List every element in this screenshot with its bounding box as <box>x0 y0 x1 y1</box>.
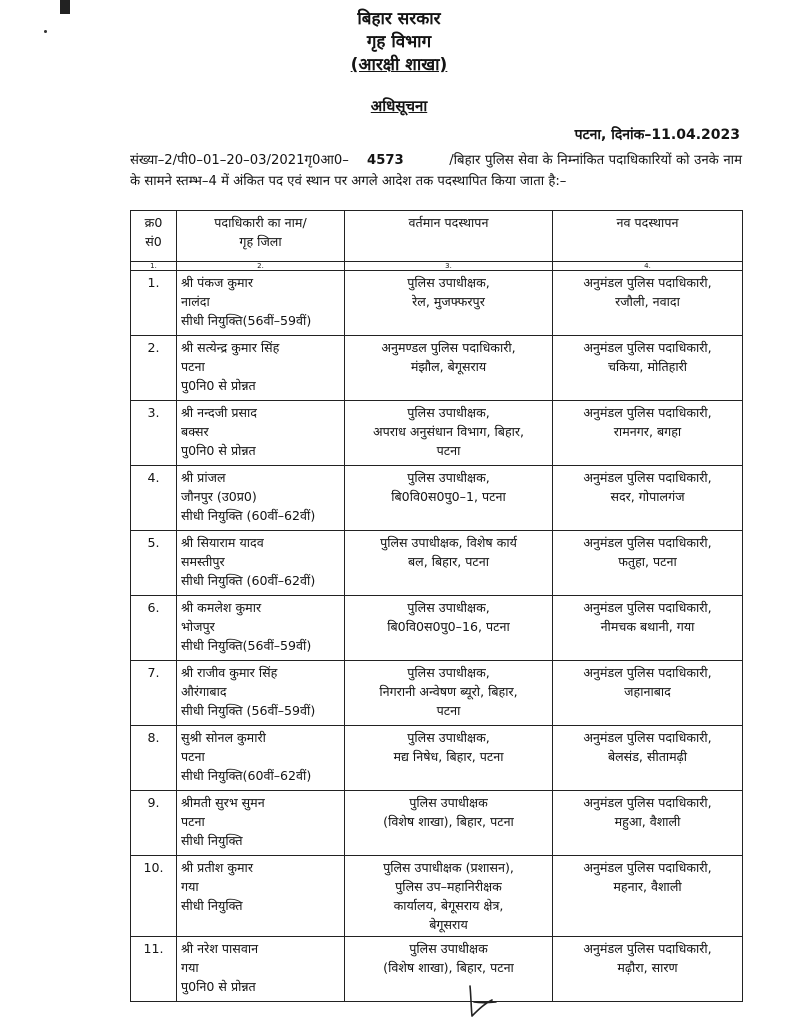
new-posting-cell <box>553 466 743 531</box>
new-posting-line: अनुमंडल पुलिस पदाधिकारी, <box>583 941 712 956</box>
new-posting-line: अनुमंडल पुलिस पदाधिकारी, <box>583 665 712 680</box>
new-posting-cell <box>553 596 743 661</box>
serial-number: 11. <box>131 937 177 1002</box>
new-posting-line: बेलसंड, सीतामढ़ी <box>607 749 688 764</box>
new-posting-line: अनुमंडल पुलिस पदाधिकारी, <box>583 730 712 745</box>
officer-cell <box>177 401 345 466</box>
table-row <box>131 726 743 791</box>
home-district: औरंगाबाद <box>181 684 227 699</box>
column-number: 3. <box>345 262 553 271</box>
appointment-note: सीधी नियुक्ति(60वीं–62वीं) <box>181 768 312 783</box>
current-posting-line: निगरानी अन्वेषण ब्यूरो, बिहार, <box>379 684 518 699</box>
officer-name: श्री पंकज कुमार <box>181 275 253 290</box>
serial-number: 2. <box>131 336 177 401</box>
home-district: गया <box>181 879 199 894</box>
new-posting-line: अनुमंडल पुलिस पदाधिकारी, <box>583 860 712 875</box>
officer-cell <box>177 596 345 661</box>
appointment-note: सीधी नियुक्ति <box>181 833 243 848</box>
column-number: 1. <box>131 262 177 271</box>
current-posting-cell <box>345 466 553 531</box>
officer-name: श्री कमलेश कुमार <box>181 600 262 615</box>
new-posting-cell <box>553 726 743 791</box>
serial-number: 4. <box>131 466 177 531</box>
officer-name: सुश्री सोनल कुमारी <box>181 730 266 745</box>
current-posting-line: अनुमण्डल पुलिस पदाधिकारी, <box>381 340 516 355</box>
current-posting-line: रेल, मुजफ्फरपुर <box>412 294 485 309</box>
home-district: पटना <box>181 814 205 829</box>
appointment-note: पु0नि0 से प्रोन्नत <box>181 979 256 994</box>
current-posting-line: बेगूसराय <box>429 917 468 932</box>
officer-cell <box>177 856 345 937</box>
new-posting-line: मढ़ौरा, सारण <box>617 960 678 975</box>
current-posting-line: पुलिस उपाधीक्षक, <box>407 470 490 485</box>
officer-name: श्री प्रतीश कुमार <box>181 860 253 875</box>
current-posting-line: पटना <box>436 703 461 718</box>
current-posting-cell <box>345 336 553 401</box>
serial-number: 1. <box>131 271 177 336</box>
officer-name: श्री सियाराम यादव <box>181 535 264 550</box>
new-posting-line: अनुमंडल पुलिस पदाधिकारी, <box>583 470 712 485</box>
current-posting-cell <box>345 401 553 466</box>
intro-paragraph <box>130 150 742 192</box>
new-posting-line: फतुहा, पटना <box>618 554 677 569</box>
officer-name: श्री नन्दजी प्रसाद <box>181 405 257 420</box>
new-posting-line: जहानाबाद <box>624 684 671 699</box>
new-posting-line: अनुमंडल पुलिस पदाधिकारी, <box>583 405 712 420</box>
new-posting-cell <box>553 401 743 466</box>
appointment-note: सीधी नियुक्ति(56वीं–59वीं) <box>181 313 312 328</box>
current-posting-line: कार्यालय, बेगूसराय क्षेत्र, <box>393 898 504 913</box>
posting-table <box>130 210 743 1002</box>
home-district: गया <box>181 960 199 975</box>
new-posting-line: अनुमंडल पुलिस पदाधिकारी, <box>583 275 712 290</box>
officer-cell <box>177 937 345 1002</box>
column-number: 4. <box>553 262 743 271</box>
serial-number: 3. <box>131 401 177 466</box>
serial-number: 7. <box>131 661 177 726</box>
new-posting-line: नीमचक बथानी, गया <box>600 619 695 634</box>
current-posting-cell <box>345 726 553 791</box>
table-row <box>131 531 743 596</box>
officer-cell <box>177 726 345 791</box>
new-posting-cell <box>553 661 743 726</box>
current-posting-line: पुलिस उपाधीक्षक, <box>407 275 490 290</box>
current-posting-cell <box>345 271 553 336</box>
current-posting-line: (विशेष शाखा), बिहार, पटना <box>383 814 514 829</box>
new-posting-line: सदर, गोपालगंज <box>610 489 685 504</box>
current-posting-line: पुलिस उपाधीक्षक, <box>407 405 490 420</box>
new-posting-line: अनुमंडल पुलिस पदाधिकारी, <box>583 795 712 810</box>
new-posting-line: अनुमंडल पुलिस पदाधिकारी, <box>583 340 712 355</box>
officer-name: श्रीमती सुरभ सुमन <box>181 795 265 810</box>
home-district: नालंदा <box>181 294 210 309</box>
home-district: समस्तीपुर <box>181 554 225 569</box>
home-district: पटना <box>181 359 205 374</box>
serial-number: 9. <box>131 791 177 856</box>
serial-number: 6. <box>131 596 177 661</box>
table-row <box>131 937 743 1002</box>
current-posting-cell <box>345 596 553 661</box>
current-posting-line: पटना <box>436 443 461 458</box>
current-posting-line: पुलिस उपाधीक्षक, <box>407 730 490 745</box>
new-posting-line: महुआ, वैशाली <box>614 814 681 829</box>
home-district: भोजपुर <box>181 619 215 634</box>
new-posting-line: चकिया, मोतिहारी <box>607 359 688 374</box>
appointment-note: सीधी नियुक्ति(56वीं–59वीं) <box>181 638 312 653</box>
new-posting-cell <box>553 336 743 401</box>
current-posting-line: अपराध अनुसंधान विभाग, बिहार, <box>372 424 525 439</box>
new-posting-line: रामनगर, बगहा <box>613 424 682 439</box>
department-name: गृह विभाग <box>366 32 432 52</box>
officer-name: श्री नरेश पासवान <box>181 941 259 956</box>
appointment-note: सीधी नियुक्ति <box>181 898 243 913</box>
current-posting-line: बि0वि0स0पु0–1, पटना <box>391 489 506 504</box>
table-row <box>131 791 743 856</box>
new-posting-line: अनुमंडल पुलिस पदाधिकारी, <box>583 535 712 550</box>
appointment-note: सीधी नियुक्ति (60वीं–62वीं) <box>181 573 316 588</box>
officer-name: श्री सत्येन्द्र कुमार सिंह <box>181 340 280 355</box>
officer-name: श्री राजीव कुमार सिंह <box>181 665 278 680</box>
table-row <box>131 856 743 937</box>
officer-cell <box>177 336 345 401</box>
officer-cell <box>177 466 345 531</box>
table-body <box>131 271 743 1002</box>
current-posting-line: बल, बिहार, पटना <box>407 554 490 569</box>
current-posting-line: मंझौल, बेगूसराय <box>410 359 487 374</box>
intro-text: /बिहार पुलिस सेवा के निम्नांकित पदाधिकारियों को उनके नाम के सामने स्तम्भ–4 में अंकित पद एवं स्थान पर अगले आदेश तक पदस्थापित किया जाता है:– <box>130 153 742 189</box>
document-header <box>0 8 798 77</box>
appointment-note: सीधी नियुक्ति (56वीं–59वीं) <box>181 703 316 718</box>
current-posting-line: पुलिस उपाधीक्षक (प्रशासन), <box>383 860 514 875</box>
current-posting-cell <box>345 791 553 856</box>
current-posting-line: बि0वि0स0पु0–16, पटना <box>387 619 510 634</box>
signature <box>462 982 532 1018</box>
header-officer-name: पदाधिकारी का नाम/ गृह जिला <box>177 211 345 262</box>
appointment-note: पु0नि0 से प्रोन्नत <box>181 443 256 458</box>
table-row <box>131 596 743 661</box>
header-serial: क्र0 सं0 <box>131 211 177 262</box>
new-posting-line: महनार, वैशाली <box>613 879 682 894</box>
table-row <box>131 466 743 531</box>
appointment-note: पु0नि0 से प्रोन्नत <box>181 378 256 393</box>
current-posting-line: पुलिस उपाधीक्षक, <box>407 600 490 615</box>
serial-number: 5. <box>131 531 177 596</box>
date-line: पटना, दिनांक–11.04.2023 <box>574 127 740 143</box>
current-posting-line: (विशेष शाखा), बिहार, पटना <box>383 960 514 975</box>
current-posting-line: पुलिस उपाधीक्षक <box>409 795 488 810</box>
officer-name: श्री प्रांजल <box>181 470 226 485</box>
current-posting-line: पुलिस उपाधीक्षक, विशेष कार्य <box>380 535 517 550</box>
current-posting-line: पुलिस उपाधीक्षक <box>409 941 488 956</box>
officer-cell <box>177 791 345 856</box>
officer-cell <box>177 271 345 336</box>
table-row <box>131 336 743 401</box>
column-number: 2. <box>177 262 345 271</box>
current-posting-cell <box>345 531 553 596</box>
government-name: बिहार सरकार <box>357 9 441 29</box>
officer-cell <box>177 661 345 726</box>
header-current-posting: वर्तमान पदस्थापन <box>345 211 553 262</box>
home-district: पटना <box>181 749 205 764</box>
notification-title: अधिसूचना <box>370 97 428 115</box>
table-header-row <box>131 211 743 262</box>
table-row <box>131 271 743 336</box>
current-posting-line: पुलिस उपाधीक्षक, <box>407 665 490 680</box>
serial-number: 8. <box>131 726 177 791</box>
officer-cell <box>177 531 345 596</box>
new-posting-cell <box>553 271 743 336</box>
home-district: बक्सर <box>181 424 209 439</box>
new-posting-cell <box>553 856 743 937</box>
current-posting-line: पुलिस उप–महानिरीक्षक <box>395 879 502 894</box>
branch-name: (आरक्षी शाखा) <box>350 55 448 75</box>
header-new-posting: नव पदस्थापन <box>553 211 743 262</box>
column-number-row <box>131 262 743 271</box>
current-posting-cell <box>345 856 553 937</box>
reference-number: 4573 <box>367 153 404 168</box>
serial-number: 10. <box>131 856 177 937</box>
current-posting-line: मद्य निषेध, बिहार, पटना <box>393 749 504 764</box>
new-posting-cell <box>553 937 743 1002</box>
table-row <box>131 661 743 726</box>
appointment-note: सीधी नियुक्ति (60वीं–62वीं) <box>181 508 316 523</box>
new-posting-line: रजौली, नवादा <box>615 294 680 309</box>
reference-prefix: संख्या–2/पी0–01–20–03/2021गृ0आ0– <box>130 153 349 168</box>
new-posting-cell <box>553 791 743 856</box>
table-row <box>131 401 743 466</box>
current-posting-cell <box>345 661 553 726</box>
new-posting-cell <box>553 531 743 596</box>
new-posting-line: अनुमंडल पुलिस पदाधिकारी, <box>583 600 712 615</box>
home-district: जौनपुर (उ0प्र0) <box>181 489 257 504</box>
